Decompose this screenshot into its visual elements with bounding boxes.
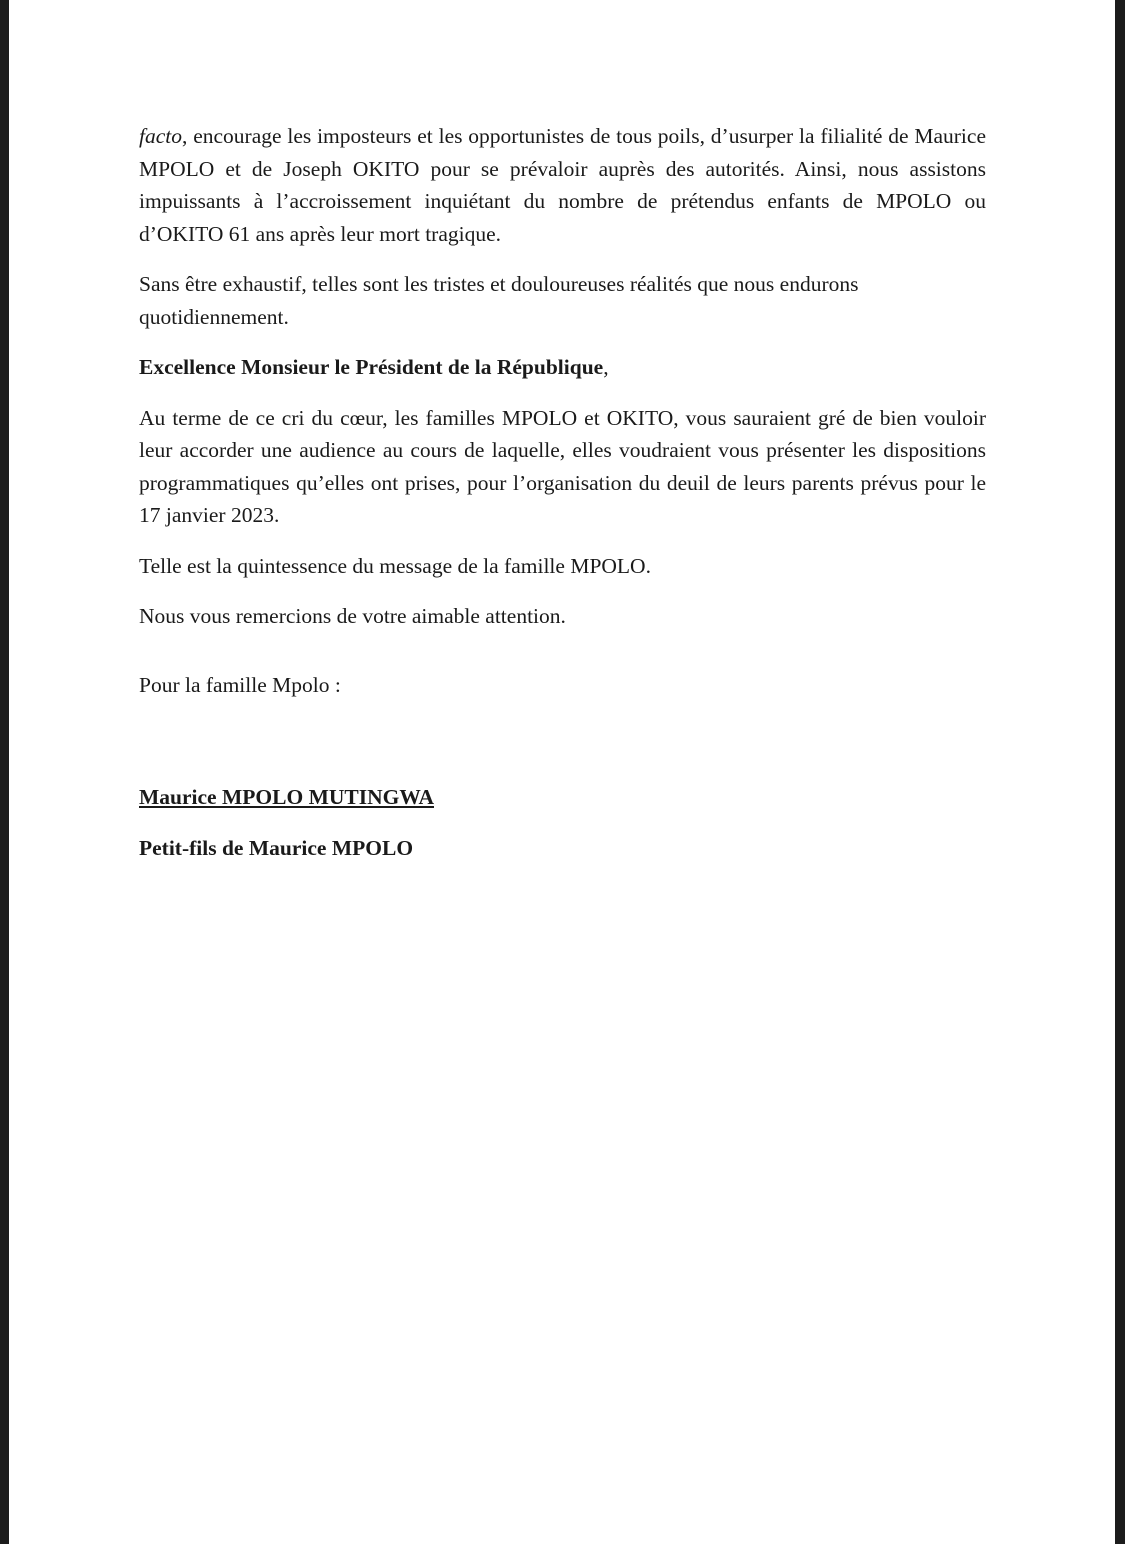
signature-space (139, 719, 986, 781)
viewer-left-edge (0, 0, 9, 1544)
salutation-punct: , (603, 355, 609, 379)
signature-title: Petit-fils de Maurice MPOLO (139, 835, 414, 860)
salutation-text: Excellence Monsieur le Président de la République (139, 355, 604, 379)
spacer (139, 651, 986, 669)
paragraph-impostors (139, 120, 986, 250)
paragraph-thanks: Nous vous remercions de votre aimable attention. (139, 604, 566, 628)
paragraph-quintessence: Telle est la quintessence du message de la famille MPOLO. (139, 553, 651, 578)
letter-body (139, 120, 986, 882)
paragraph-realities: Sans être exhaustif, telles sont les tristes et douloureuses réalités que nous endurons quotidiennement. (139, 272, 859, 329)
italic-word-facto: facto (139, 124, 182, 148)
signature-name: Maurice MPOLO MUTINGWA (139, 785, 434, 809)
paragraph-impostors-text: , encourage les imposteurs et les opportunistes de tous poils, d’usurper la filialité de Maurice MPOLO et de Joseph OKITO pour se prévaloir auprès des autorités. Ainsi, nous assistons impuissants à l’accroissement inquiétant du nombre de prétendus enfants de MPOLO ou d’OKITO 61 ans après leur mort tragique. (139, 124, 986, 246)
paragraph-audience-request: Au terme de ce cri du cœur, les familles MPOLO et OKITO, vous sauraient gré de bien vouloir leur accorder une audience au cours de laquelle, elles voudraient vous présenter les dispositions programmatiques qu’elles ont prises, pour l’organisation du deuil de leurs parents prévus pour le 17 janvier 2023. (139, 405, 986, 527)
salutation (139, 351, 986, 384)
closing-line: Pour la famille Mpolo : (139, 672, 341, 697)
document-page (9, 0, 1115, 1544)
viewer-right-edge (1115, 0, 1125, 1544)
